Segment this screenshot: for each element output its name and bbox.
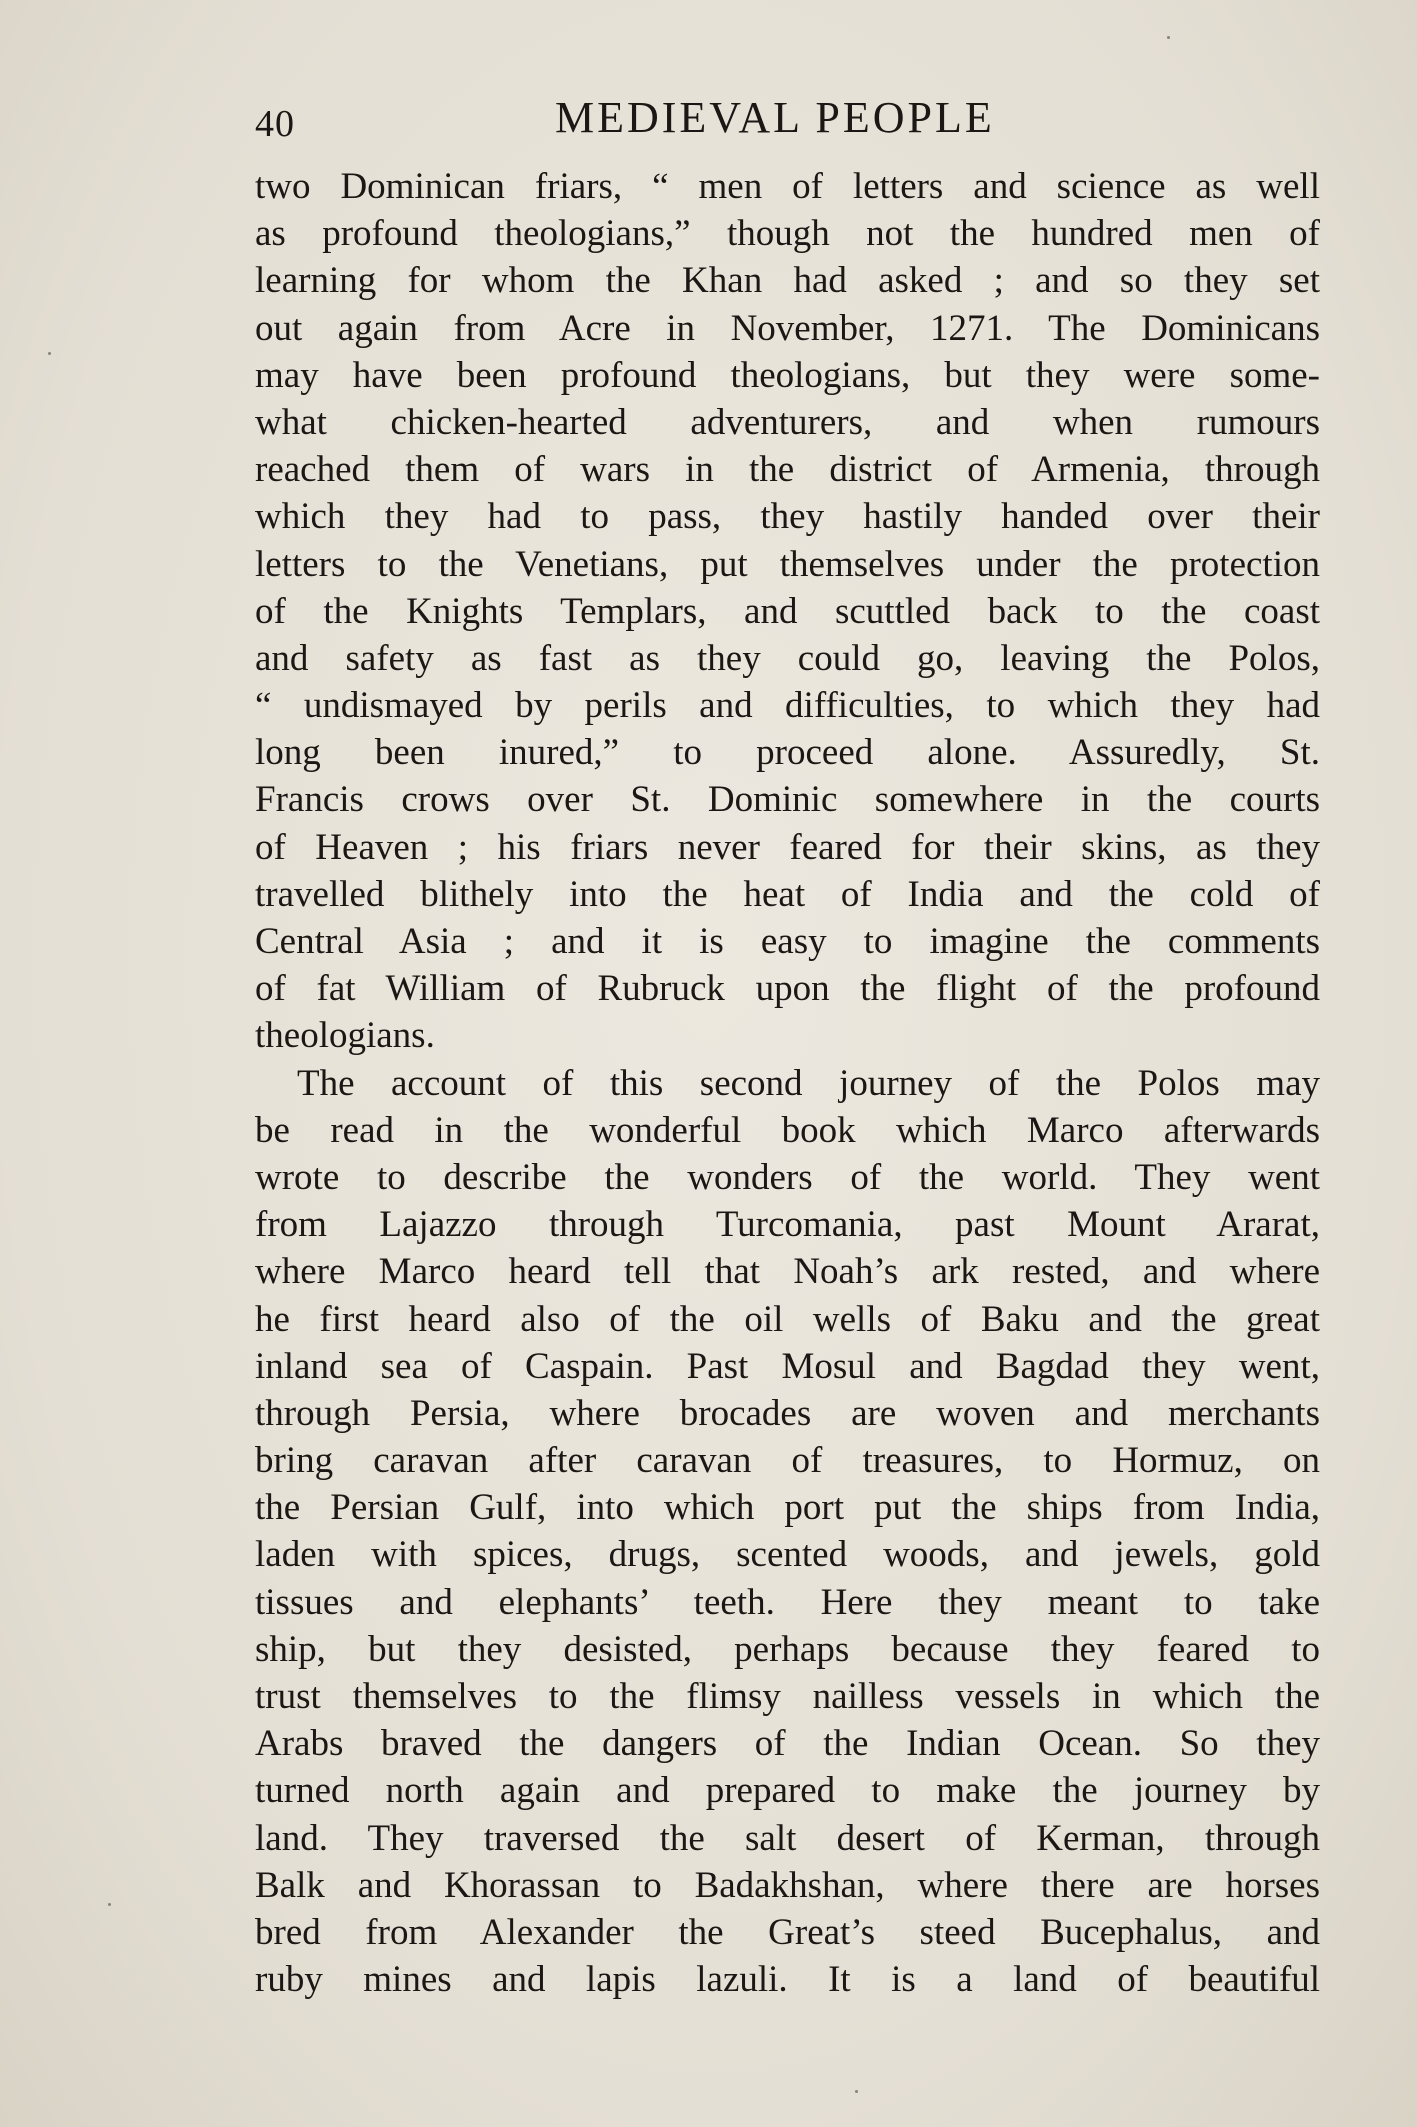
paper-speck — [1167, 36, 1170, 39]
text-line: ship, but they desisted, perhaps because they feared to — [255, 1628, 1320, 1670]
paper-speck — [108, 1903, 111, 1906]
text-line: where Marco heard tell that Noah’s ark rested, and where — [255, 1251, 1320, 1293]
paper-speck — [48, 352, 51, 355]
text-line: which they had to pass, they hastily handed over their — [255, 496, 1320, 538]
text-line: through Persia, where brocades are woven and merchants — [255, 1392, 1320, 1434]
text-line: what chicken-hearted adventurers, and when rumours — [255, 401, 1320, 443]
text-line: from Lajazzo through Turcomania, past Mount Ararat, — [255, 1204, 1320, 1246]
text-line: Francis crows over St. Dominic somewhere in the courts — [255, 779, 1320, 821]
text-line: he first heard also of the oil wells of Baku and the great — [255, 1298, 1320, 1340]
text-line: Central Asia ; and it is easy to imagine the comments — [255, 921, 1320, 962]
text-line: laden with spices, drugs, scented woods, and jewels, gold — [255, 1534, 1320, 1576]
text-line: “ undismayed by perils and difficulties, to which they had — [255, 685, 1320, 727]
text-line: letters to the Venetians, put themselves under the protection — [255, 543, 1320, 585]
text-line: bring caravan after caravan of treasures, to Hormuz, on — [255, 1440, 1320, 1482]
text-line: bred from Alexander the Great’s steed Bucephalus, and — [255, 1911, 1320, 1953]
text-line: inland sea of Caspain. Past Mosul and Bagdad they went, — [255, 1345, 1320, 1387]
page-number: 40 — [255, 103, 295, 145]
body-text — [255, 163, 1320, 2003]
text-line: learning for whom the Khan had asked ; and so they set — [255, 260, 1320, 302]
text-line: turned north again and prepared to make the journey by — [255, 1770, 1320, 1812]
text-line: tissues and elephants’ teeth. Here they meant to take — [255, 1581, 1320, 1623]
paragraph-start-line: The account of this second journey of the Polos may — [297, 1062, 1320, 1104]
text-line: as profound theologians,” though not the hundred men of — [255, 213, 1320, 255]
text-line: trust themselves to the flimsy nailless vessels in which the — [255, 1676, 1320, 1717]
text-line: Arabs braved the dangers of the Indian Ocean. So they — [255, 1723, 1320, 1765]
text-line: reached them of wars in the district of Armenia, through — [255, 449, 1320, 491]
text-line: land. They traversed the salt desert of Kerman, through — [255, 1817, 1320, 1859]
text-line: ruby mines and lapis lazuli. It is a land of beautiful — [255, 1959, 1320, 2001]
text-line: of the Knights Templars, and scuttled back to the coast — [255, 590, 1320, 632]
text-line: may have been profound theologians, but they were some- — [255, 354, 1320, 396]
text-line: of fat William of Rubruck upon the flight of the profound — [255, 968, 1320, 1010]
text-line: wrote to describe the wonders of the world. They went — [255, 1156, 1320, 1198]
text-line: be read in the wonderful book which Marco afterwards — [255, 1109, 1320, 1151]
text-line: the Persian Gulf, into which port put the ships from India, — [255, 1487, 1320, 1529]
page-header — [255, 92, 1320, 152]
running-title: MEDIEVAL PEOPLE — [555, 93, 995, 142]
text-line: out again from Acre in November, 1271. The Dominicans — [255, 307, 1320, 349]
paragraph-end-line: theologians. — [255, 1015, 435, 1057]
paper-speck — [855, 2090, 858, 2093]
text-line: long been inured,” to proceed alone. Assuredly, St. — [255, 732, 1320, 774]
text-line: and safety as fast as they could go, leaving the Polos, — [255, 637, 1320, 679]
text-line: of Heaven ; his friars never feared for their skins, as they — [255, 826, 1320, 868]
text-line: Balk and Khorassan to Badakhshan, where there are horses — [255, 1864, 1320, 1906]
text-line: two Dominican friars, “ men of letters and science as well — [255, 166, 1320, 207]
text-line: travelled blithely into the heat of India and the cold of — [255, 873, 1320, 915]
